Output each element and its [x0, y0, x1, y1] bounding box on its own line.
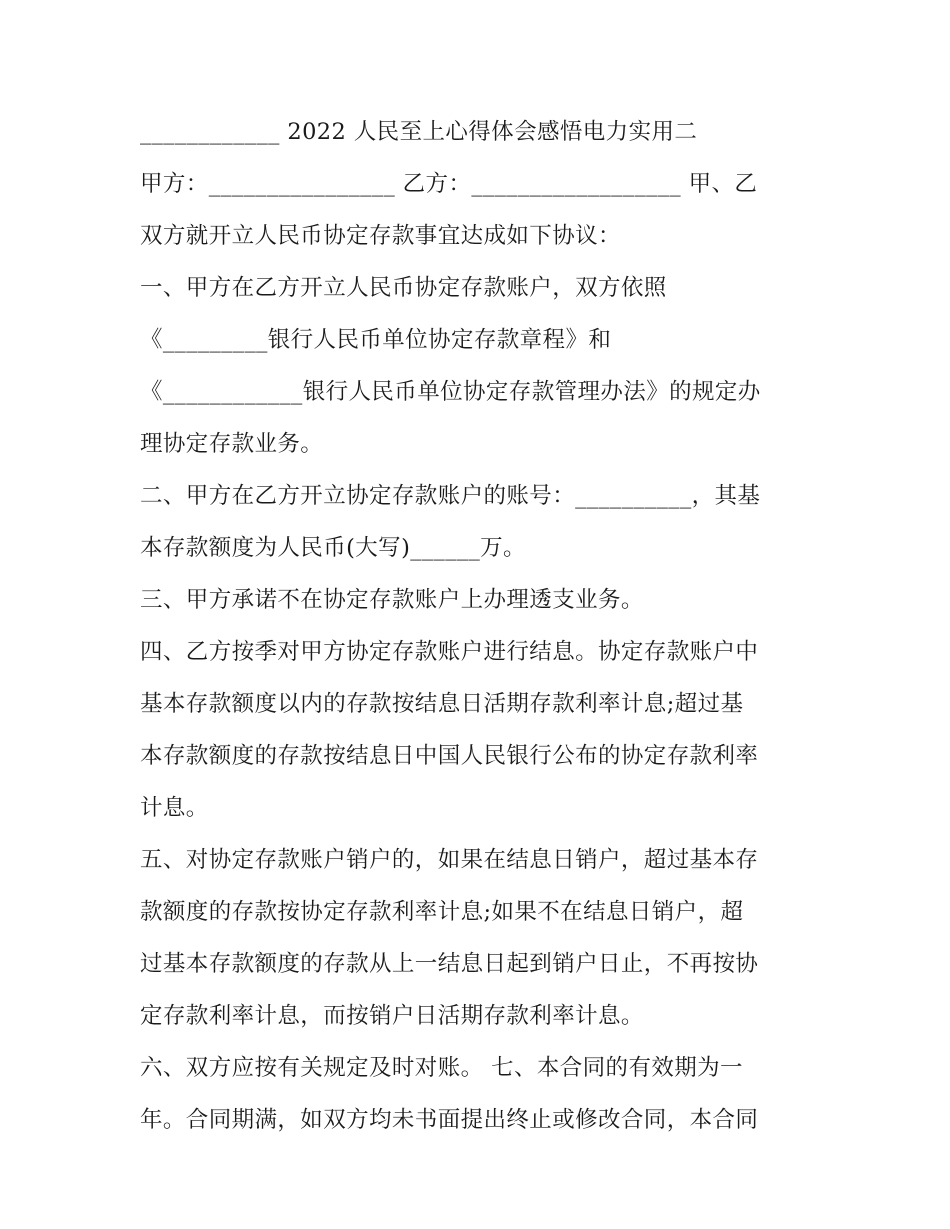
clause-6-7-line: 六、双方应按有关规定及时对账。 七、本合同的有效期为一: [140, 1055, 743, 1081]
text-line: 《____________银行人民币单位协定存款管理办法》的规定办: [140, 379, 761, 405]
text-line: 年。合同期满，如双方均未书面提出终止或修改合同，本合同: [140, 1107, 759, 1133]
clause-5-line: 五、对协定存款账户销户的，如果在结息日销户，超过基本存: [140, 847, 759, 873]
parties-line: 甲方：________________ 乙方：__________________ 甲、乙: [140, 171, 758, 197]
clause-3-line: 三、甲方承诺不在协定存款账户上办理透支业务。: [140, 587, 644, 613]
text-line: 过基本存款额度的存款从上一结息日起到销户日止，不再按协: [140, 951, 759, 977]
text-line: 理协定存款业务。: [140, 431, 324, 457]
document-page: [140, 106, 820, 1146]
text-line: 《_________银行人民币单位协定存款章程》和: [140, 327, 612, 353]
clause-4-line: 四、乙方按季对甲方协定存款账户进行结息。协定存款账户中: [140, 639, 759, 665]
title-line: ____________ 2022 人民至上心得体会感悟电力实用二: [140, 119, 698, 145]
text-line: 基本存款额度以内的存款按结息日活期存款利率计息;超过基: [140, 691, 744, 717]
clause-1-line: 一、甲方在乙方开立人民币协定存款账户，双方依照: [140, 275, 667, 301]
clause-2-line: 二、甲方在乙方开立协定存款账户的账号：__________，其基: [140, 483, 761, 509]
text-line: 本存款额度的存款按结息日中国人民银行公布的协定存款利率: [140, 743, 759, 769]
text-line: 本存款额度为人民币(大写)______万。: [140, 535, 526, 561]
text-line: 定存款利率计息，而按销户日活期存款利率计息。: [140, 1003, 644, 1029]
text-line: 计息。: [140, 795, 209, 821]
text-line: 款额度的存款按协定存款利率计息;如果不在结息日销户，超: [140, 899, 744, 925]
text-line: 双方就开立人民币协定存款事宜达成如下协议：: [140, 223, 621, 249]
